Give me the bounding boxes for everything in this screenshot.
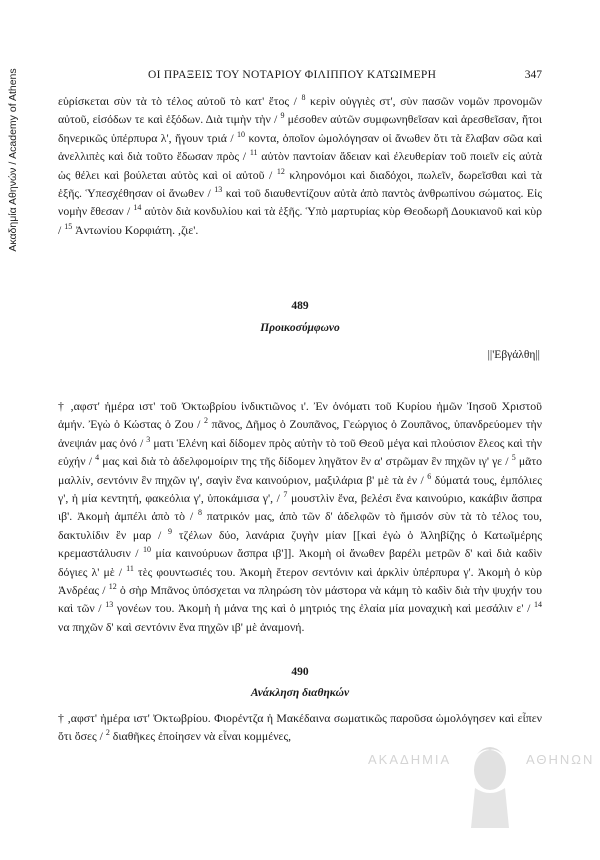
text-run: καὶ τοῦ διαυθεντίζουν αὐτὰ ἀπὸ παντὸς ἀνθρωπίνου σώματος. Εἰς νομὴν ἔθεσαν / bbox=[58, 186, 542, 219]
line-number: 14 bbox=[533, 600, 542, 610]
text-run: πατρικόν μας, ἀπὸ τῶν δ' ἀδελφῶν τὸ ἥμισόν σὺν τὰ τὸ τέλος του, δακτυλίδιν ἓν μαρ / bbox=[58, 509, 542, 542]
text-run: τζέλων δύο, λανάρια ζυγὴν μίαν [[καὶ ἐγὼ ὁ Ἀληβίζης ὁ Κατωῖμέρης κρεμαστάλυσιν / bbox=[58, 527, 543, 561]
text-run: γονέων του. Ἀκομὴ ἡ μάνα της καὶ ὁ μητριός της ἐλαία μία μοναχικὴ καὶ μεσάλιν ε' / bbox=[113, 601, 534, 616]
watermark-right: ΑΘΗΝΩΝ bbox=[526, 752, 595, 767]
line-number: 4 bbox=[95, 453, 100, 463]
text-run: μας καὶ διὰ τὸ ἀδελφομοίριν της τῆς δίδομεν ληγᾶτον ἓν α' στρῶμαν ἓν πηχῶν ιγ' γε / bbox=[99, 454, 512, 469]
text-run: τὲς φουντωσιές του. Ἀκομὴ ἕτερον σεντόνιν καὶ ἀρκλὶν ὑπέρπυρα γ'. Ἀκομὴ ὁ κὺρ Ἀνδρέας / bbox=[58, 564, 542, 598]
dowry-contract-paragraph bbox=[58, 397, 542, 636]
line-number: 13 bbox=[105, 600, 114, 610]
line-number: 3 bbox=[146, 434, 151, 444]
line-number: 5 bbox=[511, 453, 516, 463]
text-run: αὐτὸν διὰ κονδυλίου καὶ τὰ ἑξῆς. Ὑπὸ μαρτυρίας κὺρ Θεοδωρῆ Δουκιανοῦ καὶ κὺρ / bbox=[58, 204, 542, 237]
academy-seal-watermark bbox=[455, 740, 525, 830]
document-number-489: 489 bbox=[291, 300, 309, 312]
line-number: 12 bbox=[276, 166, 285, 176]
text-run: κληρονόμοι καὶ διαδόχοι, πωλεῖν, δωρεῖσθαι καὶ τὰ ἑξῆς. Ὑπεσχέθησαν οἱ ἄνωθεν / bbox=[58, 167, 542, 201]
line-number: 2 bbox=[203, 416, 208, 426]
text-run: να πηχῶν δ' καὶ σεντόνιν ἕνα πηχῶν ιβ' μὲ ἀναμονή. bbox=[58, 619, 305, 634]
text-run: † ,αφστ' ἡμέρα ιστ' τοῦ Ὀκτωβρίου ἰνδικτιῶνος ι'. Ἐν ὀνόματι τοῦ Κυρίου ἡμῶν Ἰησοῦ Χριστοῦ ἀμήν. Ἐγὼ ὁ Κώστας ὁ Ζου / bbox=[58, 399, 542, 432]
archive-side-note bbox=[2, 40, 24, 280]
text-run: δύματά τους, ἐμπόλιες γ', ἡ μία κεντητή, φακεόλια γ', ὑποκάμισα γ', / bbox=[58, 472, 542, 506]
text-run: μουστλὶν ἕνα, βελέσι ἕνα καινούριο, κακάβιν ἄσπρα ιβ'. Ἀκομὴ ἀμπέλι ἀπὸ τὸ / bbox=[58, 491, 542, 524]
archive-side-note-text: Ακαδημία Αθηνών / Academy of Athens bbox=[7, 68, 19, 252]
text-run: μᾶτο μαλλίν, σεντόνιν ἓν πηχῶν ιγ', σαγὶν ἕνα καινούριον, μαξιλάρια β' μὲ τὰ ἐν / bbox=[58, 454, 542, 487]
text-run: διαθῆκες ἐποίησεν νὰ εἶναι κομμένες, bbox=[109, 729, 292, 744]
document-488-continuation bbox=[58, 92, 542, 239]
document-489-body bbox=[58, 397, 542, 636]
line-number: 9 bbox=[280, 111, 285, 121]
line-number: 11 bbox=[126, 563, 134, 573]
document-title-490: Ανάκληση διαθηκών bbox=[250, 687, 350, 699]
line-number: 12 bbox=[108, 582, 117, 592]
line-number: 11 bbox=[249, 148, 258, 158]
line-number: 2 bbox=[105, 728, 110, 738]
text-run: εὑρίσκεται σὺν τὰ τὸ τέλος αὐτοῦ τὸ κατ' ἔτος / bbox=[58, 94, 302, 108]
line-number: 8 bbox=[197, 508, 202, 518]
continuation-paragraph bbox=[58, 92, 542, 239]
text-run: κοντα, ὁποῖον ὡμολόγησαν οἱ ἄνωθεν ὅτι τὰ ἔλαβαν σῶα καὶ ἀνελλιπὲς καὶ διὰ τοῦτο ἔδωσαν πρὸς / bbox=[58, 130, 542, 164]
text-run: μέσοθεν αὐτῶν συμφωνηθεῖσαν καὶ ἀρεσθεῖσαν, ἤτοι δηνερικῶς ὑπέρπυρα λ', ἤγουν τριά / bbox=[58, 112, 542, 145]
line-number: 13 bbox=[214, 185, 223, 195]
line-number: 6 bbox=[427, 471, 432, 481]
line-number: 7 bbox=[283, 490, 288, 500]
text-run: † ,αφστ' ἡμέρα ιστ' Ὀκτωβρίου. Φιορέντζα ἡ Μακέδαινα σωματικῶς παροῦσα ὡμολόγησεν καὶ εἶπεν ὅτι ὅσες / bbox=[58, 711, 542, 744]
page-number: 347 bbox=[524, 69, 542, 81]
watermark-left: ΑΚΑΔΗΜΙΑ bbox=[368, 752, 452, 767]
line-number: 10 bbox=[237, 129, 246, 139]
text-run: πᾶνος, Δῆμος ὁ Ζουπᾶνος, Γεώργιος ὁ Ζουπᾶνος, ὑπανδρεύομεν τὴν ἀνεψιάν μας ὀνό / bbox=[58, 417, 542, 450]
document-title-489: Προικοσύμφωνο bbox=[260, 322, 340, 334]
text-run: κερὶν οὐγγιὲς στ', σὺν πασῶν νομῶν προνομῶν αὐτοῦ, εἰσόδων τε καὶ ἐξόδων. Διὰ τιμὴν τὴν / bbox=[58, 94, 542, 127]
text-run: Ἀντωνίου Κορφιάτη. ,ζιε'. bbox=[72, 222, 199, 237]
text-run: ματι Ἑλένη καὶ δίδομεν πρὸς αὐτὴν τὸ τοῦ Θεοῦ μέγα καὶ πλούσιον ἔλεος καὶ τὴν εὐχήν / bbox=[58, 435, 542, 469]
line-number: 8 bbox=[301, 93, 306, 103]
text-run: μία καινούρυων ἄσπρα ιβ']]. Ἀκομὴ οἱ ἄνωθεν βαρέλι μετρῶν δ' καὶ διὰ καδὶν δόγιες λ' μὲ / bbox=[58, 546, 542, 579]
margin-note-extracted: ||'Εβγάλθη|| bbox=[487, 349, 540, 361]
page-header bbox=[58, 69, 542, 85]
running-title: ΟΙ ΠΡΑΞΕΙΣ ΤΟΥ ΝΟΤΑΡΙΟΥ ΦΙΛΙΠΠΟΥ ΚΑΤΩΙΜΕΡΗ bbox=[148, 69, 437, 81]
line-number: 14 bbox=[133, 203, 142, 213]
line-number: 9 bbox=[168, 526, 173, 536]
text-run: ὁ σὴρ Μπᾶνος ὑπόσχεται να πληρώση τὸν μάστορα νὰ κάμη τὸ καδὶν διὰ τὴν ψυχήν του καὶ τῶν / bbox=[58, 583, 542, 616]
line-number: 10 bbox=[143, 545, 151, 555]
line-number: 15 bbox=[64, 221, 73, 231]
document-number-490: 490 bbox=[291, 666, 309, 678]
text-run: αὐτὸν παντοίαν ἄδειαν καὶ ἐλευθερίαν τοῦ ποιεῖν εἰς αὐτὰ ὡς θέλει καὶ βούλεται αὐτὸς καὶ οἱ αὐτοῦ / bbox=[58, 149, 542, 182]
